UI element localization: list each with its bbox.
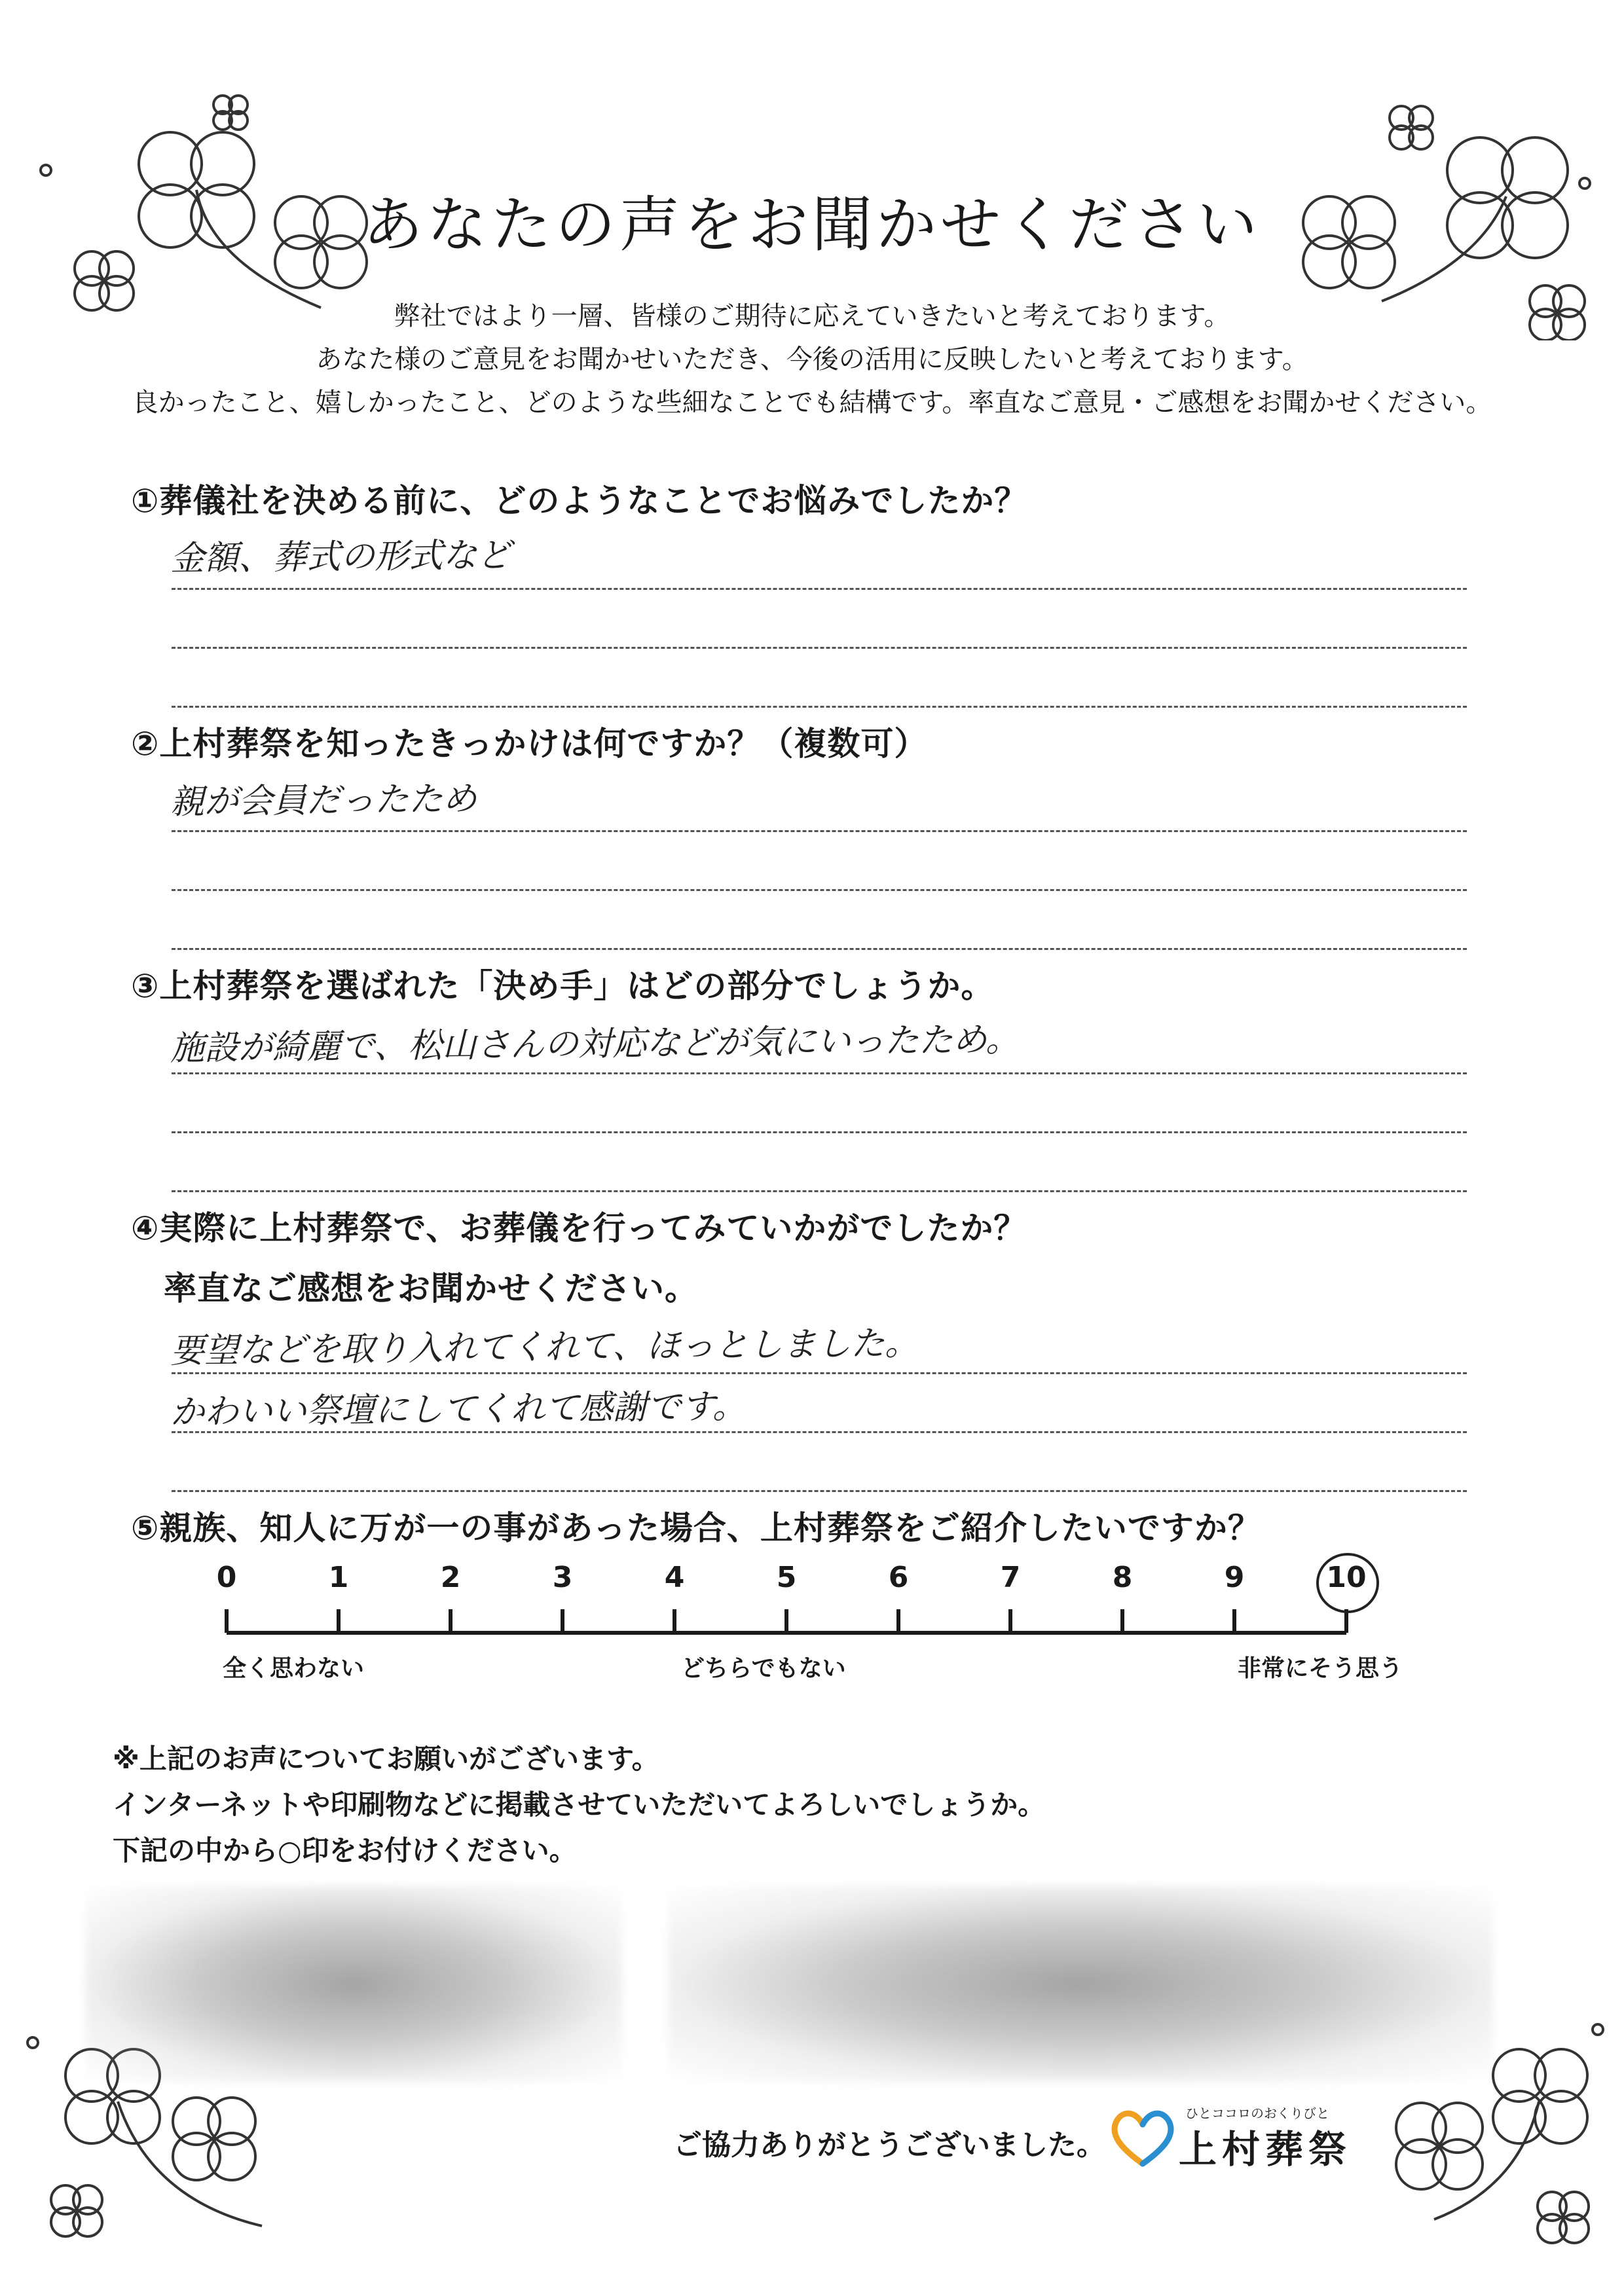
question-2: ②上村葬祭を知ったきっかけは何ですか？（複数可） [131,725,928,763]
answer-line [172,1072,1467,1074]
scale-tick [449,1609,452,1633]
scale-number-8: 8 [1112,1561,1133,1594]
brand-tagline: ひとココロのおくりびと [1185,2105,1329,2121]
answer-3: 施設が綺麗で、松山さんの対応などが気にいったため。 [170,1020,1020,1068]
answer-line [172,830,1467,832]
scale-label-middle: どちらでもない [681,1655,846,1682]
rating-scale-axis [227,1631,1346,1635]
scale-number-2: 2 [440,1561,461,1594]
scale-number-9: 9 [1224,1561,1245,1594]
question-1: ①葬儀社を決める前に、どのようなことでお悩みでしたか？ [131,482,1028,520]
question-4-line-2: 率直なご感想をお聞かせください。 [164,1269,698,1307]
scale-tick [337,1609,341,1633]
page-title: あなたの声をお聞かせください [362,190,1261,260]
question-4-line-1: ④実際に上村葬祭で、お葬儀を行ってみていかがでしたか？ [131,1209,1027,1247]
scale-label-right: 非常にそう思う [1238,1655,1403,1682]
answer-4-line-1: 要望などを取り入れてくれて、ほっとしました。 [170,1324,919,1371]
answer-line [172,948,1467,950]
heart-logo-icon [1107,2102,1179,2174]
scale-tick [784,1609,788,1633]
answer-1: 金額、葬式の形式など [170,536,511,579]
answer-line [172,1490,1467,1492]
answer-4-line-2: かわいい祭壇にしてくれて感謝です。 [170,1387,747,1432]
redacted-area-right [668,1886,1493,2082]
scale-number-1: 1 [328,1561,349,1594]
question-5: ⑤親族、知人に万が一の事があった場合、上村葬祭をご紹介したいですか？ [131,1509,1261,1547]
question-3: ③上村葬祭を選ばれた「決め手」はどの部分でしょうか。 [131,967,995,1005]
selected-rating-circle [1316,1553,1379,1613]
scale-tick [561,1609,564,1633]
scale-tick [1008,1609,1012,1633]
scale-number-10: 10 [1326,1561,1367,1594]
intro-line-3: 良かったこと、嬉しかったこと、どのような些細なことでも結構です。率直なご意見・ご感想をお聞かせください。 [132,388,1492,418]
scale-label-left: 全く思わない [223,1655,365,1682]
answer-line [172,1131,1467,1133]
answer-line [172,889,1467,891]
scale-number-6: 6 [888,1561,909,1594]
scale-tick [1344,1609,1348,1633]
scale-number-0: 0 [216,1561,237,1594]
answer-line [172,1190,1467,1192]
answer-line [172,1431,1467,1433]
redacted-area-left [85,1886,622,2082]
scale-tick [673,1609,676,1633]
scale-tick [896,1609,900,1633]
scale-number-4: 4 [664,1561,685,1594]
scale-tick [1120,1609,1124,1633]
scale-tick [225,1609,229,1633]
brand-name: 上村葬祭 [1179,2127,1352,2172]
answer-line [172,647,1467,649]
scale-number-7: 7 [1000,1561,1021,1594]
intro-line-1: 弊社ではより一層、皆様のご期待に応えていきたいと考えております。 [394,301,1230,331]
answer-line [172,1372,1467,1374]
note-line-2: インターネットや印刷物などに掲載させていただいてよろしいでしょうか。 [113,1789,1046,1821]
answer-line [172,706,1467,708]
note-line-3: 下記の中から○印をお付けください。 [113,1834,577,1867]
intro-line-2: あなた様のご意見をお聞かせいただき、今後の活用に反映したいと考えております。 [316,344,1308,374]
thanks-message: ご協力ありがとうございました。 [673,2128,1105,2162]
answer-2: 親が会員だったため [170,779,477,822]
scale-tick [1232,1609,1236,1633]
answer-line [172,588,1467,590]
scale-number-3: 3 [552,1561,573,1594]
scale-number-5: 5 [776,1561,797,1594]
note-line-1: ※上記のお声についてお願いがございます。 [113,1743,659,1775]
